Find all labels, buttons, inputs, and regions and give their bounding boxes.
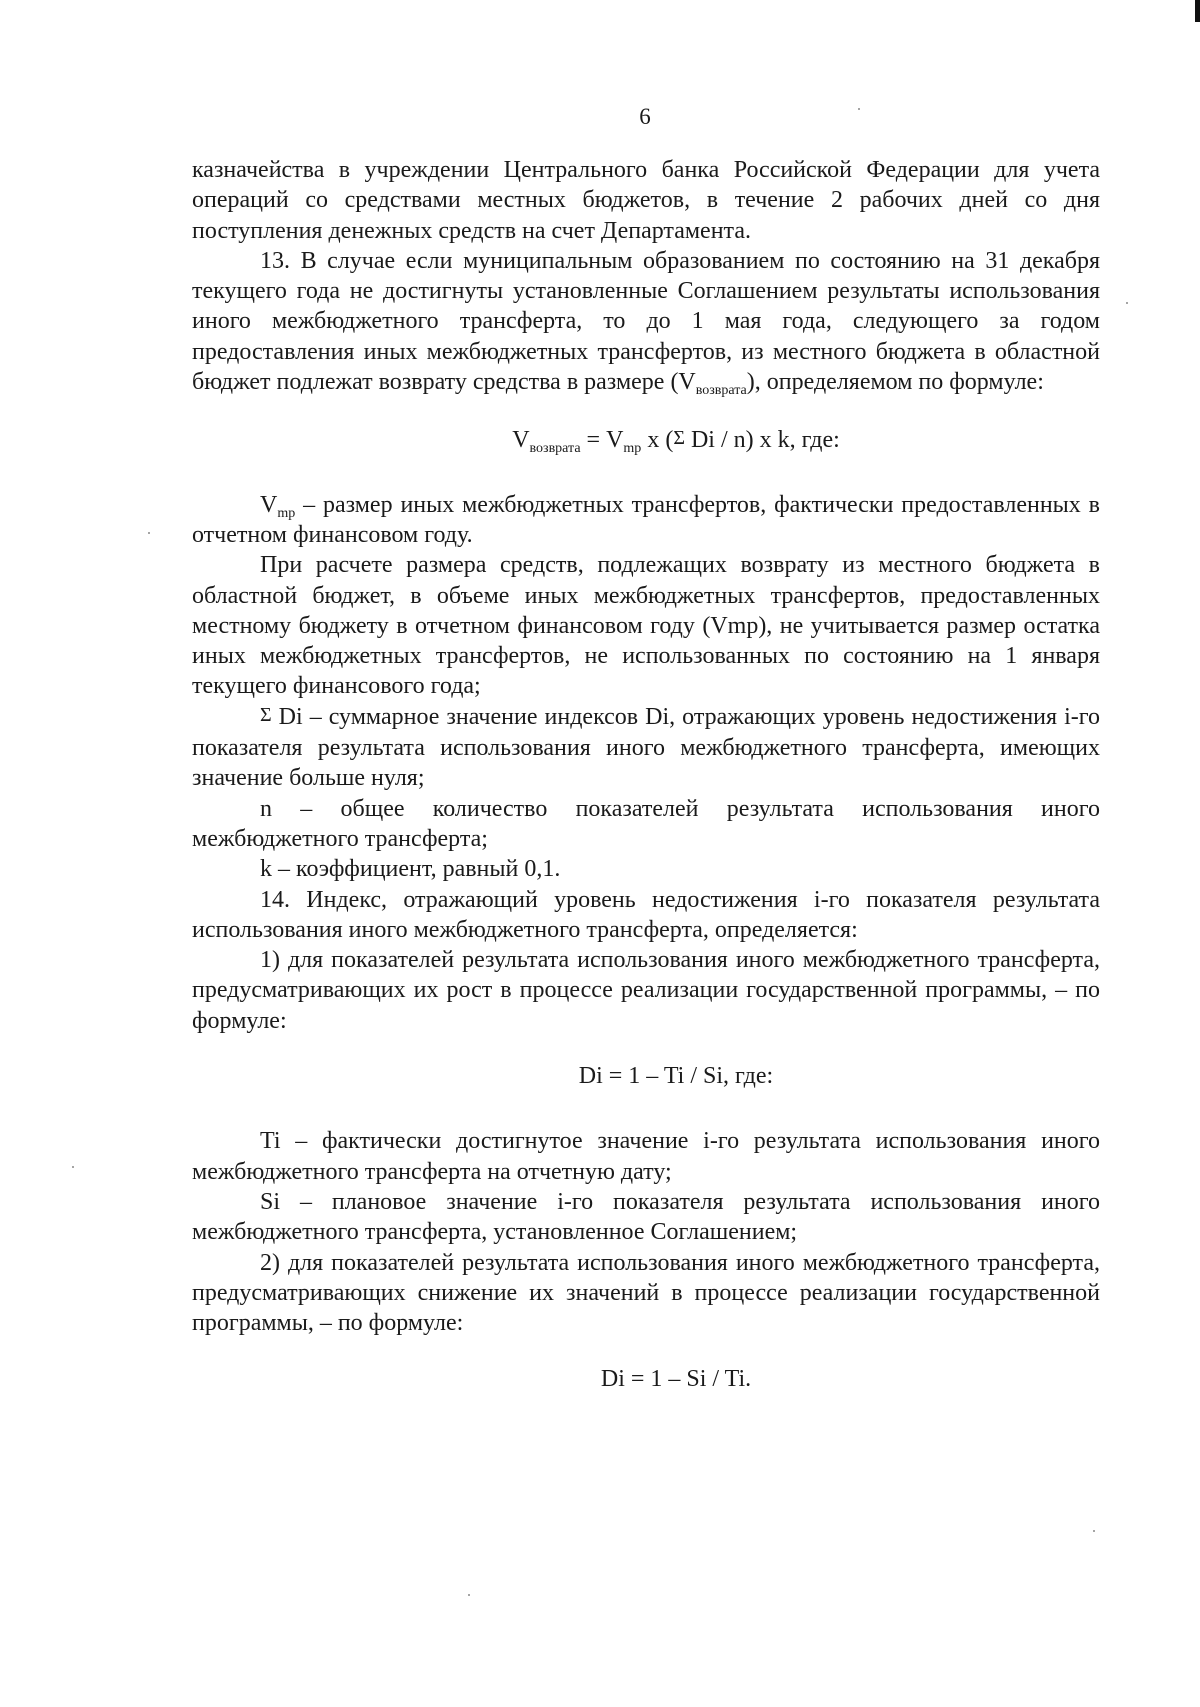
scan-speck (1126, 302, 1128, 304)
paragraph-continuation: казначейства в учреждении Центрального банка Российской Федерации для учета операций со средствами местных бюджетов, в течение 2 рабочих дней со дня поступления денежных средств на счет Департамента. (192, 157, 1100, 244)
page-number: 6 (639, 104, 651, 129)
definition-vmp: $V_{mp}$ – размер иных межбюджетных трансфертов, фактически предоставленных в отчетном финансовом году. (192, 491, 1100, 548)
paragraph-14: 14. Индекс, отражающий уровень недостижения i-го показателя результата использования иного межбюджетного трансферта, определяется: (192, 886, 1100, 943)
definition-sum-di: Σ Di – суммарное значение индексов Di, отражающих уровень недостижения i-го показателя результата использования иного межбюджетного трансферта, имеющих значение больше нуля; (192, 703, 1100, 792)
definition-si: Si – плановое значение i-го показателя результата использования иного межбюджетного трансферта, установленное Соглашением; (192, 1188, 1100, 1246)
formula-return-amount: $V_{возврата} = V_{mp}$ x (Σ Di / n) x k, где: (512, 427, 840, 457)
scan-speck (148, 532, 150, 534)
definition-k: k – коэффициент, равный 0,1. (260, 856, 561, 883)
paragraph-13: 13. В случае если муниципальным образованием по состоянию на 31 декабря текущего года не достигнуты установленные Соглашением результаты использования иного межбюджетного трансферта, то до 1 мая года, следующего за годом предоставления иных межбюджетных трансфертов, из местного бюджета в областной бюджет подлежат возврату средства в размере $(V_{возврата})$, определяемом по формуле: (192, 247, 1100, 399)
document-body (192, 155, 1100, 1395)
scan-speck (468, 1594, 470, 1596)
paragraph-calculation-note: При расчете размера средств, подлежащих возврату из местного бюджета в областной бюджет, в объеме иных межбюджетных трансфертов, предоставленных местному бюджету в отчетном финансовом году (Vmp), не учитывается размер остатка иных межбюджетных трансфертов, не использованных по состоянию на 1 января текущего финансового года; (192, 552, 1100, 700)
definition-ti: Ti – фактически достигнутое значение i-го результата использования иного межбюджетного трансферта на отчетную дату; (192, 1128, 1100, 1185)
item-2: 2) для показателей результата использования иного межбюджетного трансферта, предусматривающих снижение их значений в процессе реализации государственной программы, – по формуле: (192, 1249, 1100, 1337)
formula-di-growth: Di = 1 – Ti / Si, где: (578, 1063, 774, 1090)
scan-speck (858, 108, 860, 110)
margin-mark (1195, 0, 1200, 22)
formula-di-decrease: Di = 1 – Si / Ti. (600, 1366, 752, 1393)
scan-speck (1093, 1530, 1095, 1532)
item-1: 1) для показателей результата использования иного межбюджетного трансферта, предусматривающих их рост в процессе реализации государственной программы, – по формуле: (192, 947, 1100, 1034)
definition-n: n – общее количество показателей результата использования иного межбюджетного трансферта; (192, 795, 1100, 852)
scan-speck (72, 1166, 74, 1168)
